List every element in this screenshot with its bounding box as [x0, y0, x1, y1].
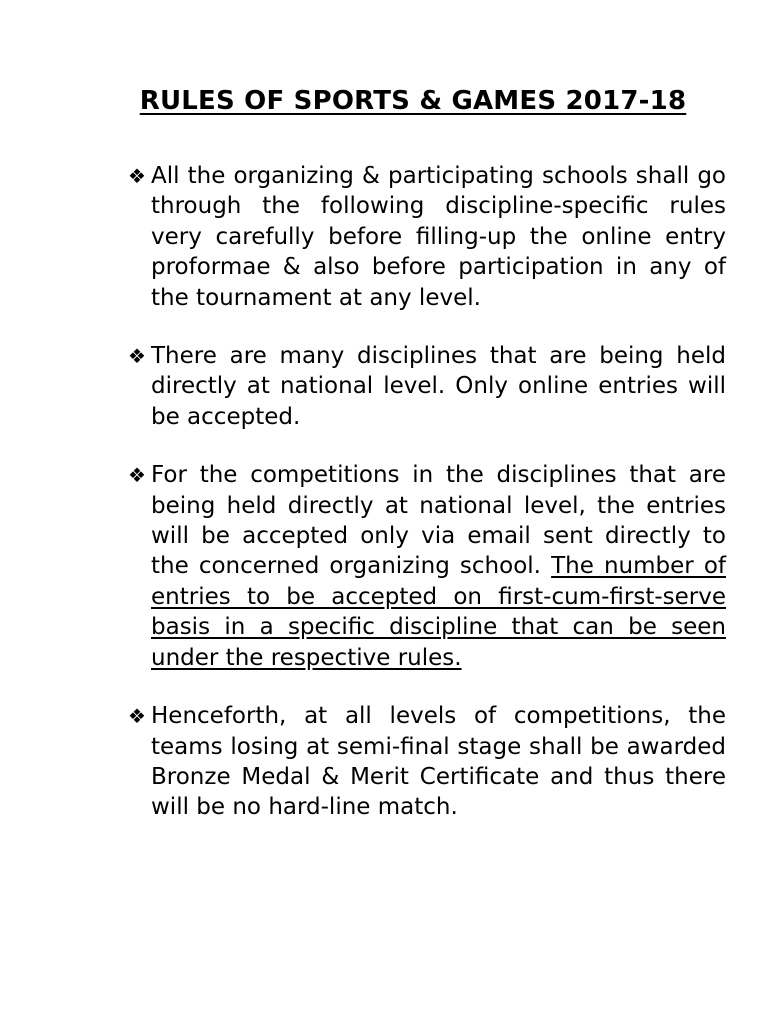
rule-item-3 — [128, 460, 726, 673]
diamond-bullet-icon: ❖ — [128, 344, 146, 369]
diamond-bullet-icon: ❖ — [128, 704, 146, 729]
underlined-text: entries to be accepted on first-cum-first-serve basis in a specific discipline that can be seen under the respective rules. — [151, 583, 726, 671]
rule-item-2 — [128, 341, 726, 432]
rule-item-1 — [128, 161, 726, 313]
underlined-text: The number of — [551, 553, 726, 580]
rule-text: For the competitions in the disciplines that are being held directly at national level, the entries will be accepted only via email sent directly to the concerned organizing school. — [151, 462, 726, 580]
rule-item-4 — [128, 701, 726, 823]
document-title: RULES OF SPORTS & GAMES 2017-18 — [139, 86, 687, 116]
rule-text: Henceforth, at all levels of competitions, the teams losing at semi-final stage shall be awarded Bronze Medal & Merit Certificate and thus there will be no hard-line match. — [151, 703, 726, 821]
rule-text: All the organizing & participating schools shall go through the following discipline-specific rules very carefully before filling-up the online entry proformae & also before participation in any of the tournament at any level. — [151, 163, 726, 311]
diamond-bullet-icon: ❖ — [128, 463, 146, 488]
diamond-bullet-icon: ❖ — [128, 164, 146, 188]
rules-list — [128, 161, 726, 851]
rule-text: There are many disciplines that are being held directly at national level. Only online entries will be accepted. — [151, 343, 726, 430]
